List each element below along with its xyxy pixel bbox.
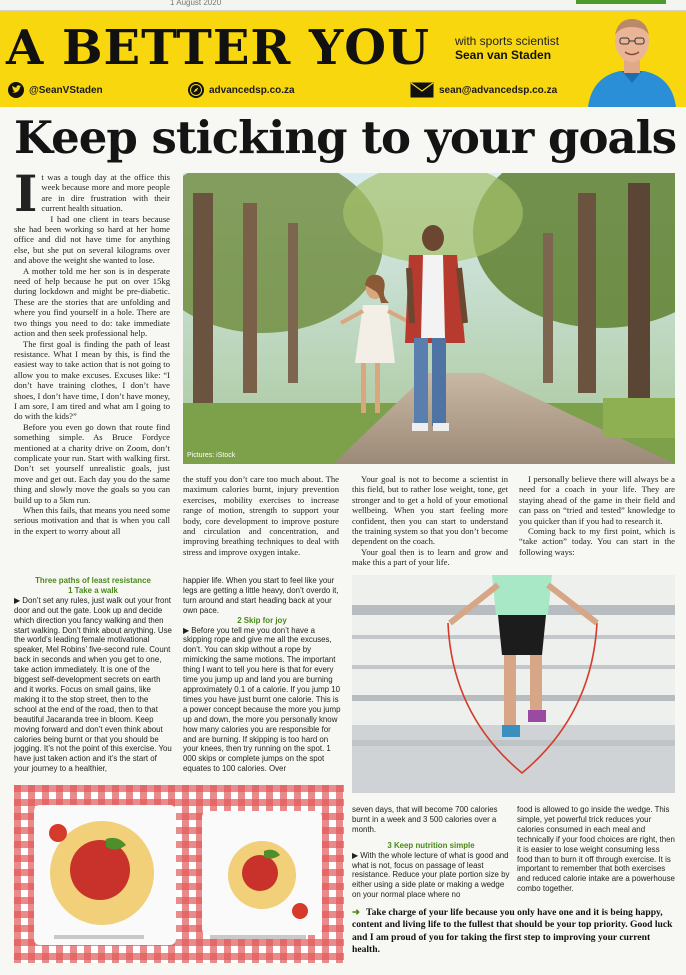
envelope-icon xyxy=(410,82,434,98)
article-headline: Keep sticking to your goals xyxy=(14,111,677,164)
photo-credit: Pictures: iStock xyxy=(187,452,236,459)
section-tab-marker xyxy=(576,0,666,4)
tips-column-2 xyxy=(183,576,341,776)
tip-3-text: ▶ With the whole lecture of what is good and what is not, focus on passage of least resistance. Reduce your plate portion size by either using a side plate or making a wedge on your normal place where no xyxy=(352,850,510,900)
tip-1-text: ▶ Don’t set any rules, just walk out your front door and out the gate. Look up and decide which direction you fancy walking and then start walking. Don’t think about anything. Use the world’s leading female motivational speaker, Mel Robins’ five-second rule. Count back in seconds and when you get to one, take action immediately. It is one of the biggest self-development secrets on earth and it works. Focus on small gains, like making it to the stop street, then to the school at the end of the road, then to that beautiful Jacaranda tree in bloom. Keep moving forward and don’t even think about calories being burnt or that you should be jogging. It’s not the point of this exercise. You have just taken action and it’s the start of your journey to a healthier, xyxy=(14,595,172,774)
byline-prefix: with sports scientist xyxy=(455,34,560,48)
tip-2-continued: seven days, that will become 700 calories burnt in a week and 3 500 calories over a month. xyxy=(352,805,498,834)
pasta-illustration xyxy=(14,785,344,963)
paragraph: the stuff you don’t care too much about. The maximum calories burnt, injury prevention exercises, mobility exercises to increase range of motion, strength to support your body, core development to improve posture and circulation and concentration, and improving breathing techniques to deal with stress and improve oxygen intake. xyxy=(183,474,339,557)
website-contact[interactable] xyxy=(188,82,295,98)
drop-cap: I xyxy=(14,172,38,223)
paragraph: I personally believe there will always be a need for a coach in your life. They are staying ahead of the game in their field and can pass on “tried and tested” knowledge to you quicker than if you had to research it. xyxy=(519,474,675,526)
walking-family-photo xyxy=(183,173,675,464)
tip-1-continued: happier life. When you start to feel like your legs are getting a little heavy, don’t overdo it, turn around and start heading back at your own pace. xyxy=(183,576,339,615)
tips-column-3 xyxy=(352,805,510,905)
skipping-rope-photo xyxy=(352,575,675,793)
email-contact[interactable] xyxy=(410,82,557,98)
compass-icon xyxy=(188,82,204,98)
paragraph: Before you even go down that route find something simple. As Bruce Fordyce mentioned at a charity drive on Zoom, don’t complicate your run. Start with walking first. Don’t set yourself unrealistic goals, just move and get out. Each day you do the same thing and slowly move the goals so you can build up to a 5km run. xyxy=(14,421,170,505)
tips-section-title: Three paths of least resistance xyxy=(35,576,151,585)
arrow-icon: ➜ xyxy=(352,907,361,918)
twitter-icon xyxy=(8,82,24,98)
column-brand-title: A BETTER YOU xyxy=(6,20,430,76)
email-address: sean@advancedsp.co.za xyxy=(439,84,558,96)
article-column-4 xyxy=(519,474,675,568)
author-portrait-illustration xyxy=(578,11,686,107)
author-portrait xyxy=(578,11,686,107)
paragraph: t was a tough day at the office this week because more and more people are in dire frustration with their current health situation. xyxy=(41,172,170,214)
paragraph: Your goal is not to become a scientist in this field, but to rather lose weight, tone, get stronger and to get a hold of your emotional wellbeing. When you start feeling more confident, then you can start to understand the training system so that you don’t become dependent on the coach. xyxy=(352,474,508,547)
tip-2-text: ▶ Before you tell me you don’t have a skipping rope and give me all the excuses, don’t. You can skip without a rope by mimicking the same motions. The important thing I want to tell you here is that for every time you jump up and land you are burning approximately 0.1 of a calorie. If you jump 10 times you have just burnt one calorie. This is a power concept because the more you jump up and down, the more you personally know how many calories you are responsible for and are burning. If skipping is too hard on your knees, then try running on the spot. 1 000 skips or complete jumps on the spot equates to 100 calories. Over xyxy=(183,625,341,774)
skipping-illustration xyxy=(352,575,675,793)
paragraph: I had one client in tears because she had been working so hard at her home office and did not have time for anything else, but she put on several kilograms over and above the weight she wanted to lose. xyxy=(14,213,170,266)
article-column-1 xyxy=(14,172,170,566)
park-walk-illustration xyxy=(183,173,675,464)
tip-2-title: 2 Skip for joy xyxy=(237,615,287,625)
tips-column-1 xyxy=(14,576,172,782)
twitter-handle: @SeanVStaden xyxy=(29,84,103,96)
tip-3-continued: food is allowed to go inside the wedge. This simple, yet powerful trick reduces your calories consumed in each meal and technically if your food choices are right, then it is easier to lose weight consuming less food than to burn it off through exercise. It is important to remember that both exercises and reduced calorie intake are a powerhouse combo together. xyxy=(517,805,675,894)
paragraph: The first goal is finding the path of least resistance. What I mean by this, is find the easiest way to take action that is not going to allow you to make excuses. Excuses like: “I don’t have training clothes, I don’t have shoes, I don’t have time, I don’t have money, I am sore, I am tired and what am I going to do with the kids?” xyxy=(14,338,170,422)
tip-3-title: 3 Keep nutrition simple xyxy=(387,840,475,850)
tip-1-title: 1 Take a walk xyxy=(68,585,118,595)
website-link: advancedsp.co.za xyxy=(209,84,295,96)
paragraph: A mother told me her son is in desperate need of help because he put on over 15kg during lockdown and might be pre-diabetic. These are the stories that are unfolding and where you find yourself in a hole. There are two things you need to do: take immediate action and then seek professional help. xyxy=(14,265,170,339)
top-strip xyxy=(0,0,686,11)
article-column-2 xyxy=(183,474,339,568)
pasta-plates-photo xyxy=(14,785,344,963)
issue-date: 1 August 2020 xyxy=(170,0,222,7)
paragraph: Your goal then is to learn and grow and make this a part of your life. xyxy=(352,546,508,568)
paragraph: Coming back to my first point, which is “take action” today. You can start in the following ways: xyxy=(519,526,675,557)
byline-name: Sean van Staden xyxy=(455,48,552,62)
paragraph: When this fails, that means you need some serious motivation and that is when you call in the expert to worry about all xyxy=(14,505,170,536)
twitter-contact[interactable] xyxy=(8,82,103,98)
closing-text: Take charge of your life because you only have one and it is being happy, content and living life to the fullest that should be your top priority. Good luck and I am proud of you for taking the first step to improving your current health. xyxy=(352,907,673,956)
tips-column-4 xyxy=(517,805,675,905)
article-column-3 xyxy=(352,474,508,568)
contact-bar xyxy=(0,78,580,102)
closing-statement xyxy=(352,907,674,957)
